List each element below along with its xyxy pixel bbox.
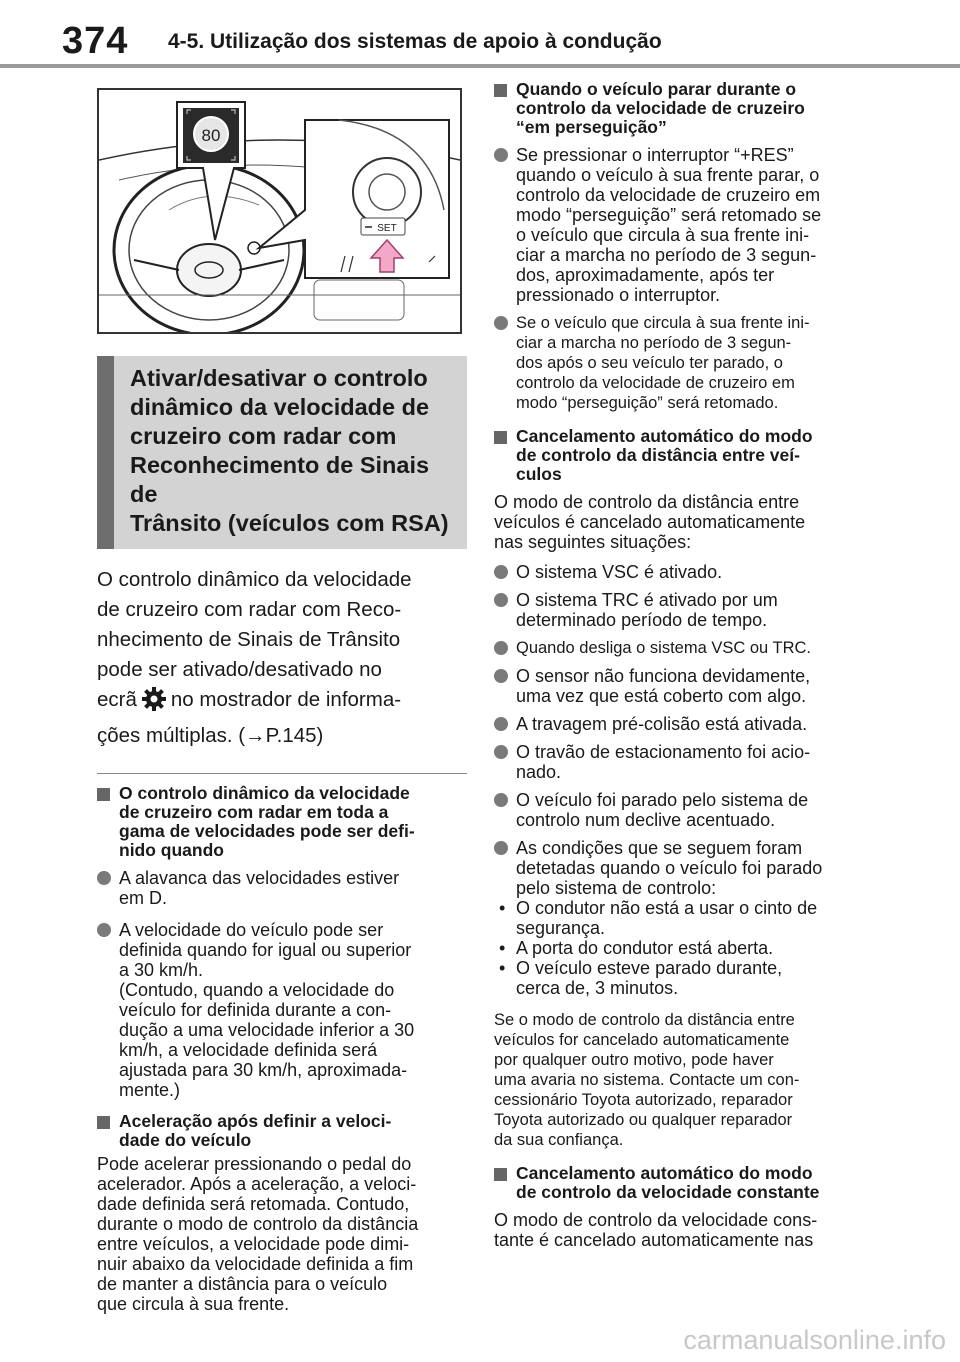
sub-bullet-item bbox=[494, 958, 870, 998]
intro-line: O controlo dinâmico da velocidade bbox=[97, 568, 412, 591]
round-bullet-icon bbox=[494, 745, 508, 759]
heading-line: de cruzeiro com radar em toda a bbox=[119, 802, 389, 822]
round-bullet-icon bbox=[494, 793, 508, 807]
section-title-box bbox=[97, 356, 467, 549]
para-line: durante o modo de controlo da distância bbox=[97, 1214, 419, 1234]
heading-line: O controlo dinâmico da velocidade bbox=[119, 783, 410, 803]
bullet-line: Quando desliga o sistema VSC ou TRC. bbox=[516, 639, 812, 657]
sub-bullet-line: cerca de, 3 minutos. bbox=[516, 978, 679, 998]
bullet-line: determinado período de tempo. bbox=[516, 610, 768, 630]
round-bullet-icon bbox=[494, 641, 508, 655]
round-bullet-icon bbox=[97, 923, 111, 937]
bullet-item bbox=[97, 920, 467, 1100]
bullet-line: a 30 km/h. bbox=[119, 960, 204, 980]
subsection-heading bbox=[97, 784, 467, 860]
bullet-line: dos, aproximadamente, após ter bbox=[516, 265, 775, 285]
bullet-line: ajustada para 30 km/h, aproximada- bbox=[119, 1060, 408, 1080]
heading-line: controlo da velocidade de cruzeiro bbox=[516, 98, 805, 118]
heading-line: Cancelamento automático do modo bbox=[516, 1163, 813, 1183]
bullet-line: controlo da velocidade de cruzeiro em bbox=[516, 374, 795, 392]
box-title-line: Trânsito (veículos com RSA) bbox=[130, 510, 449, 536]
bullet-item bbox=[494, 562, 870, 582]
bullet-line: em D. bbox=[119, 888, 168, 908]
para-line: nuir abaixo da velocidade definida a fim bbox=[97, 1254, 414, 1274]
box-title-line: dinâmico da velocidade de bbox=[130, 394, 430, 420]
dot-marker-icon: • bbox=[499, 898, 506, 918]
left-column bbox=[97, 88, 467, 1314]
heading-line: Aceleração após definir a veloci- bbox=[119, 1111, 392, 1131]
para-line: que circula à sua frente. bbox=[97, 1294, 290, 1314]
bullet-item bbox=[494, 590, 870, 630]
heading-line: nido quando bbox=[119, 840, 224, 860]
para-line: uma avaria no sistema. Contacte um con- bbox=[494, 1071, 800, 1089]
intro-line: pode ser ativado/desativado no bbox=[97, 658, 382, 681]
intro-paragraph bbox=[97, 565, 467, 751]
bullet-line: pressionado o interruptor. bbox=[516, 285, 721, 305]
para-line: acelerador. Após a aceleração, a veloci- bbox=[97, 1174, 417, 1194]
para-line: cessionário Toyota autorizado, reparador bbox=[494, 1091, 793, 1109]
box-title-line: Reconhecimento de Sinais de bbox=[130, 452, 430, 507]
paragraph bbox=[494, 1210, 870, 1250]
subsection-heading bbox=[494, 1164, 870, 1202]
bullet-item bbox=[494, 742, 870, 782]
bullet-line: pelo sistema de controlo: bbox=[516, 878, 717, 898]
intro-line: ções múltiplas. (→P.145) bbox=[97, 724, 324, 747]
bullet-line: O sistema TRC é ativado por um bbox=[516, 590, 778, 610]
bullet-line: ciar a marcha no período de 3 segun- bbox=[516, 334, 792, 352]
heading-line: dade do veículo bbox=[119, 1130, 252, 1150]
paragraph bbox=[97, 1154, 467, 1314]
intro-text: ecrã bbox=[97, 688, 137, 711]
subsection-heading bbox=[494, 80, 870, 137]
bullet-line: definida quando for igual ou superior bbox=[119, 940, 412, 960]
bullet-line: A travagem pré-colisão está ativada. bbox=[516, 714, 808, 734]
bullet-item bbox=[494, 790, 870, 830]
bullet-line: modo “perseguição” será retomado. bbox=[516, 394, 779, 412]
round-bullet-icon bbox=[494, 669, 508, 683]
para-line: veículos for cancelado automaticamente bbox=[494, 1031, 790, 1049]
bullet-line: dução a uma velocidade inferior a 30 bbox=[119, 1020, 415, 1040]
heading-line: gama de velocidades pode ser defi- bbox=[119, 821, 415, 841]
bullet-line: mente.) bbox=[119, 1080, 181, 1100]
bullet-line: O sistema VSC é ativado. bbox=[516, 562, 723, 582]
set-switch-text: SET bbox=[377, 223, 397, 234]
subsection-heading bbox=[97, 1112, 467, 1150]
para-line: O modo de controlo da velocidade cons- bbox=[494, 1210, 818, 1230]
bullet-item bbox=[494, 666, 870, 706]
square-bullet-icon bbox=[97, 1116, 110, 1129]
para-line: nas seguintes situações: bbox=[494, 532, 692, 552]
para-line: por qualquer outro motivo, pode haver bbox=[494, 1051, 774, 1069]
right-column bbox=[494, 80, 870, 1250]
watermark: carmanualsonline.info bbox=[683, 1325, 946, 1355]
heading-line: Cancelamento automático do modo bbox=[516, 426, 813, 446]
bullet-item bbox=[97, 868, 467, 908]
bullet-line: km/h, a velocidade definida será bbox=[119, 1040, 378, 1060]
bullet-line: As condições que se seguem foram bbox=[516, 838, 803, 858]
bullet-line: O travão de estacionamento foi acio- bbox=[516, 742, 811, 762]
bullet-line: modo “perseguição” será retomado se bbox=[516, 205, 822, 225]
bullet-line: Se pressionar o interruptor “+RES” bbox=[516, 145, 794, 165]
bullet-line: controlo num declive acentuado. bbox=[516, 810, 776, 830]
speed-sign-text: 80 bbox=[201, 126, 221, 145]
heading-line: de controlo da velocidade constante bbox=[516, 1182, 820, 1202]
intro-line: de cruzeiro com radar com Reco- bbox=[97, 598, 402, 621]
heading-line: de controlo da distância entre veí- bbox=[516, 445, 800, 465]
para-line: dade definida será retomada. Contudo, bbox=[97, 1194, 410, 1214]
sub-bullet-line: O condutor não está a usar o cinto de bbox=[516, 898, 818, 918]
square-bullet-icon bbox=[97, 788, 110, 801]
bullet-line: A velocidade do veículo pode ser bbox=[119, 920, 384, 940]
sub-bullet-item bbox=[494, 898, 870, 938]
cancel-conditions-list bbox=[494, 562, 870, 898]
heading-line: “em perseguição” bbox=[516, 117, 667, 137]
round-bullet-icon bbox=[494, 316, 508, 330]
dot-marker-icon: • bbox=[499, 958, 506, 978]
bullet-item bbox=[494, 638, 870, 658]
paragraph bbox=[494, 1010, 870, 1150]
page-number: 374 bbox=[62, 20, 129, 62]
para-line: veículos é cancelado automaticamente bbox=[494, 512, 806, 532]
bullet-line: Se o veículo que circula à sua frente ini- bbox=[516, 314, 810, 332]
round-bullet-icon bbox=[494, 148, 508, 162]
bullet-line: (Contudo, quando a velocidade do bbox=[119, 980, 395, 1000]
round-bullet-icon bbox=[97, 871, 111, 885]
bullet-line: o veículo que circula à sua frente ini- bbox=[516, 225, 810, 245]
bullet-line: dos após o seu veículo ter parado, o bbox=[516, 354, 783, 372]
bullet-line: uma vez que está coberto com algo. bbox=[516, 686, 807, 706]
bullet-line: detetadas quando o veículo foi parado bbox=[516, 858, 823, 878]
bullet-item bbox=[494, 838, 870, 898]
gear-icon bbox=[141, 686, 167, 721]
sub-bullet-line: segurança. bbox=[516, 918, 606, 938]
heading-line: culos bbox=[516, 464, 562, 484]
sub-bullet-line: A porta do condutor está aberta. bbox=[516, 938, 774, 958]
para-line: Toyota autorizado ou qualquer reparador bbox=[494, 1111, 793, 1129]
para-line: Pode acelerar pressionando o pedal do bbox=[97, 1154, 412, 1174]
round-bullet-icon bbox=[494, 593, 508, 607]
round-bullet-icon bbox=[494, 565, 508, 579]
round-bullet-icon bbox=[494, 841, 508, 855]
para-line: entre veículos, a velocidade pode dimi- bbox=[97, 1234, 410, 1254]
bullet-item bbox=[494, 714, 870, 734]
bullet-line: O sensor não funciona devidamente, bbox=[516, 666, 811, 686]
sub-conditions-list bbox=[494, 898, 870, 998]
divider bbox=[97, 773, 467, 774]
header-rule bbox=[0, 64, 960, 68]
para-line: O modo de controlo da distância entre bbox=[494, 492, 800, 512]
para-line: tante é cancelado automaticamente nas bbox=[494, 1230, 814, 1250]
heading-line: Quando o veículo parar durante o bbox=[516, 79, 797, 99]
bullet-line: A alavanca das velocidades estiver bbox=[119, 868, 400, 888]
square-bullet-icon bbox=[494, 84, 507, 97]
intro-line: nhecimento de Sinais de Trânsito bbox=[97, 628, 401, 651]
dashboard-illustration bbox=[97, 88, 462, 334]
square-bullet-icon bbox=[494, 1168, 507, 1181]
steering-wheel-illustration bbox=[99, 90, 460, 332]
intro-text: no mostrador de informa- bbox=[170, 688, 402, 711]
bullet-line: ciar a marcha no período de 3 segun- bbox=[516, 245, 817, 265]
bullet-line: veículo for definida durante a con- bbox=[119, 1000, 392, 1020]
bullet-line: O veículo foi parado pelo sistema de bbox=[516, 790, 809, 810]
sub-bullet-line: O veículo esteve parado durante, bbox=[516, 958, 783, 978]
square-bullet-icon bbox=[494, 431, 507, 444]
dot-marker-icon: • bbox=[499, 938, 506, 958]
para-line: de manter a distância para o veículo bbox=[97, 1274, 388, 1294]
para-line: da sua confiança. bbox=[494, 1131, 624, 1149]
page-header bbox=[0, 0, 960, 68]
box-title-line: Ativar/desativar o controlo bbox=[130, 365, 428, 391]
round-bullet-icon bbox=[494, 717, 508, 731]
box-title-line: cruzeiro com radar com bbox=[130, 423, 397, 449]
intro-line-with-icon bbox=[97, 685, 467, 721]
bullet-line: controlo da velocidade de cruzeiro em bbox=[516, 185, 821, 205]
bullet-line: quando o veículo à sua frente parar, o bbox=[516, 165, 820, 185]
paragraph bbox=[494, 492, 870, 552]
sub-bullet-item bbox=[494, 938, 870, 958]
para-line: Se o modo de controlo da distância entre bbox=[494, 1011, 795, 1029]
subsection-heading bbox=[494, 427, 870, 484]
section-title: 4-5. Utilização dos sistemas de apoio à condução bbox=[168, 30, 662, 53]
bullet-line: nado. bbox=[516, 762, 562, 782]
bullet-item bbox=[494, 313, 870, 413]
bullet-item bbox=[494, 145, 870, 305]
